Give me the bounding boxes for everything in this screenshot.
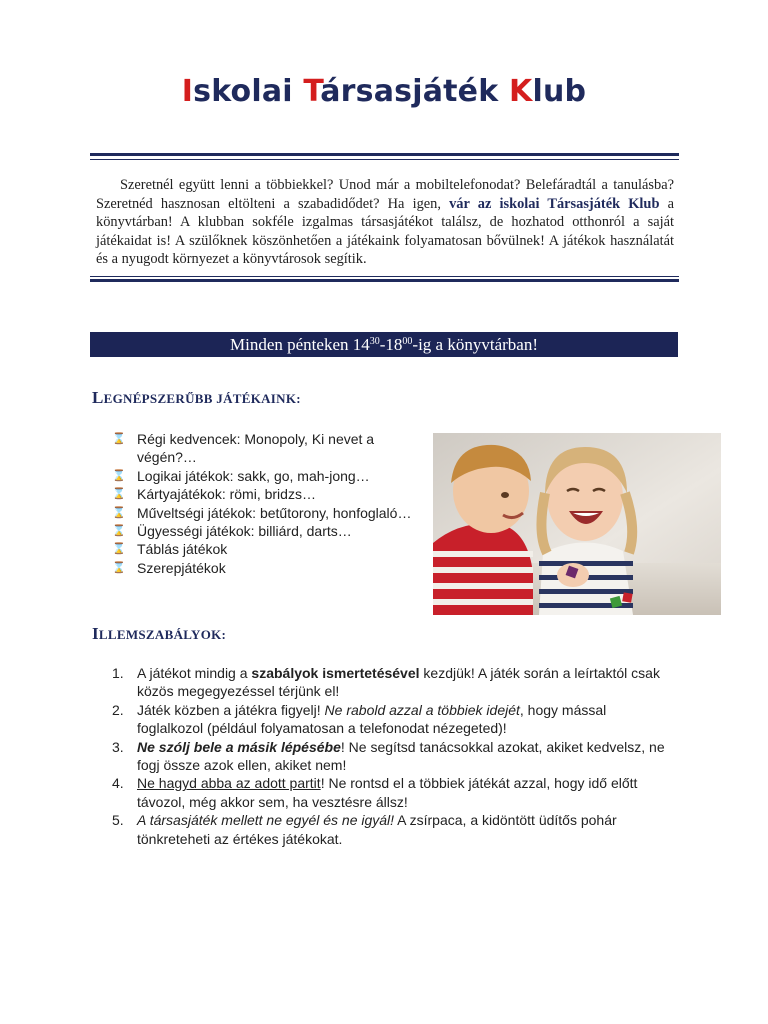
rule-emphasis: Ne szólj bele a másik lépésébe [137, 738, 341, 755]
rule-item [112, 811, 674, 848]
rule-item [112, 738, 674, 775]
bottom-rule-thick [90, 279, 679, 282]
games-heading-initial: L [92, 388, 104, 407]
rule-number: 5. [112, 812, 124, 829]
hourglass-icon: ⌛ [112, 433, 126, 445]
hourglass-icon: ⌛ [112, 525, 126, 538]
list-item [112, 467, 412, 485]
list-item [112, 504, 412, 522]
hourglass-icon: ⌛ [112, 506, 126, 519]
list-item [112, 540, 412, 558]
rule-item [112, 774, 674, 811]
intro-text-1: Szeretnél együtt lenni a többiekkel? Unod már a mobiltelefonodat? Belefáradtál a tanulásba? Szeretnéd hasznosan eltölteni a szabadidődet? Ha igen, [96, 177, 674, 212]
rule-text: A zsírpaca, a kidöntött üdítős pohár tönkreteheti az értékes játékokat. [137, 812, 617, 847]
rule-item [112, 664, 674, 701]
hourglass-icon: ⌛ [112, 561, 126, 574]
games-heading [92, 388, 301, 408]
list-item-text: Szerepjátékok [137, 559, 226, 576]
banner-text-after: -ig a könyvtárban! [412, 335, 538, 354]
rule-emphasis: Ne rabold azzal a többiek idejét [324, 701, 520, 718]
top-rule-thick [90, 153, 679, 156]
list-item [112, 522, 412, 540]
banner-text-before: Minden pénteken 14 [230, 335, 370, 354]
rule-emphasis: Ne hagyd abba az adott partit [137, 775, 321, 792]
banner-sup-start: 30 [369, 336, 380, 347]
rule-text: , hogy mással foglalkozol (például folyamatosan a telefonodat nézegeted)! [137, 701, 607, 737]
rules-list [112, 664, 674, 848]
rule-number: 3. [112, 738, 124, 755]
list-item-text: Logikai játékok: sakk, go, mah-jong… [137, 467, 370, 484]
games-heading-rest: EGNÉPSZERŰBB JÁTÉKAINK: [103, 391, 301, 406]
title-word-klub: lub [532, 74, 587, 109]
rules-heading-initial: I [92, 624, 99, 643]
banner-sup-end: 00 [402, 336, 413, 347]
intro-paragraph [96, 176, 674, 269]
hourglass-icon: ⌛ [112, 469, 126, 482]
list-item [112, 430, 412, 467]
rule-emphasis: szabályok ismertetésével [251, 665, 420, 681]
list-item-text: Kártyajátékok: römi, bridzs… [137, 486, 316, 503]
hourglass-icon: ⌛ [112, 488, 126, 501]
page-title [0, 74, 768, 109]
rule-text: Játék közben a játékra figyelj! [137, 701, 325, 718]
title-word-iskolai: skolai [193, 74, 293, 109]
list-item [112, 485, 412, 503]
rule-text: ! Ne segítsd tanácsokkal azokat, akiket kedvelsz, ne fogj össze azok ellen, akiket nem! [137, 738, 665, 774]
intro-text-2: a könyvtárban! A klubban sokféle izgalmas társasjátékot találsz, de hozhatod otthonról a saját játékaidat is! A szülőknek köszönhetően a játékaink folyamatosan bővülnek! A játékok használatát és a nyugodt környezet a könyvtárosok segítik. [96, 195, 674, 268]
rule-number: 4. [112, 775, 124, 792]
rules-heading [92, 624, 226, 644]
rule-text: ! Ne rontsd el a többiek játékát azzal, hogy idő előtt távozol, még akkor sem, ha vesztésre állsz! [137, 775, 638, 810]
rule-item [112, 701, 674, 738]
rule-number: 2. [112, 701, 124, 718]
title-initial-k: K [509, 74, 533, 109]
intro-highlight: vár az iskolai Társasjáték Klub [449, 195, 660, 212]
rules-heading-rest: LLEMSZABÁLYOK: [98, 627, 227, 642]
list-item-text: Táblás játékok [137, 541, 228, 558]
children-playing-illustration [433, 433, 721, 615]
banner-text-mid: -18 [379, 335, 403, 354]
title-word-tarsasjatek: ársasjáték [320, 74, 499, 109]
games-list [112, 430, 412, 577]
rule-number: 1. [112, 665, 124, 681]
hourglass-icon: ⌛ [112, 543, 126, 556]
title-initial-t: T [303, 74, 321, 109]
list-item-text: Műveltségi játékok: betűtorony, honfoglaló… [137, 504, 412, 521]
top-rule-thin [90, 159, 679, 160]
schedule-banner [90, 332, 678, 357]
bottom-rule-thin [90, 276, 679, 277]
list-item-text: Ügyességi játékok: billiárd, darts… [137, 523, 352, 540]
list-item-text: Régi kedvencek: Monopoly, Ki nevet a végén?… [137, 431, 375, 466]
rule-text: A játékot mindig a [137, 665, 252, 681]
title-initial-i: I [181, 74, 194, 109]
rule-text: kezdjük! A játék során a leírtaktól csak közös megegyezéssel térjünk el! [137, 665, 660, 700]
children-playing-photo [433, 433, 721, 615]
rule-emphasis: A társasjáték mellett ne egyél és ne igyál! [137, 812, 395, 829]
list-item [112, 559, 412, 577]
